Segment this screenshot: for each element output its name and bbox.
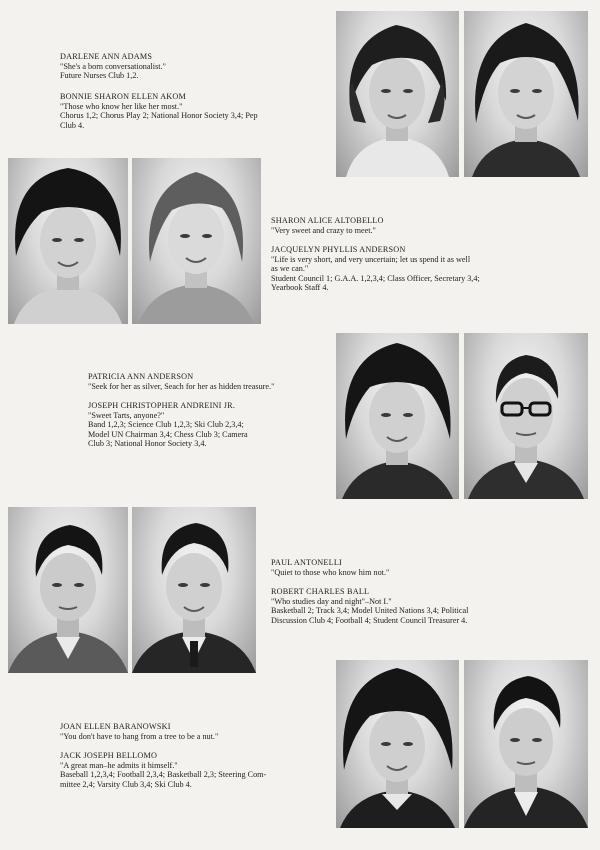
senior-activities-line: Band 1,2,3; Science Club 1,2,3; Ski Club 2,3,4; [88, 420, 244, 430]
senior-activities-line: Student Council 1; G.A.A. 1,2,3,4; Class Officer, Secretary 3,4; [271, 273, 480, 283]
senior-activities-line: Model UN Chairman 3,4; Chess Club 3; Camera [88, 429, 248, 439]
senior-name: BONNIE SHARON ELLEN AKOM [60, 92, 187, 101]
senior-name: JACK JOSEPH BELLOMO [60, 751, 158, 760]
senior-activities-line: Yearbook Staff 4. [271, 283, 329, 293]
portrait-photo-bonnie-akom [464, 11, 588, 177]
portrait-photo-paul-antonelli [8, 507, 128, 673]
portrait-photo-joseph-andreini [464, 333, 588, 499]
senior-entry-patricia-anderson [88, 372, 333, 391]
senior-quote: "Quiet to those who know him not." [271, 567, 390, 577]
senior-activities: Future Nurses Club 1,2. [60, 71, 139, 81]
senior-activities-line: Basketball 2; Track 3,4; Model United Nations 3,4; Political [271, 606, 469, 616]
senior-entry-joseph-andreini [88, 401, 333, 449]
portrait-photo-joan-baranowski [336, 660, 459, 828]
senior-name: JACQUELYN PHYLLIS ANDERSON [271, 245, 406, 254]
portrait-photo-jack-bellomo [464, 660, 588, 828]
senior-quote-line: as we can." [271, 264, 309, 274]
senior-activities-line: mittee 2,4; Varsity Club 3,4; Ski Club 4. [60, 779, 192, 789]
senior-entry-bonnie-akom [60, 92, 330, 130]
senior-activities-line: Baseball 1,2,3,4; Football 2,3,4; Basketball 2,3; Steering Com- [60, 770, 267, 780]
portrait-photo-patricia-anderson [336, 333, 459, 499]
senior-name: SHARON ALICE ALTOBELLO [271, 216, 384, 225]
senior-quote: "Seek for her as silver, Seach for her as hidden treasure." [88, 381, 275, 391]
portrait-photo-sharon-altobello [8, 158, 128, 324]
senior-name: PATRICIA ANN ANDERSON [88, 372, 194, 381]
senior-activities-line: Club 4. [60, 120, 85, 130]
senior-quote: "Very sweet and crazy to meet." [271, 225, 376, 235]
senior-activities-line: Discussion Club 4; Football 4; Student Council Treasurer 4. [271, 615, 468, 625]
senior-entry-robert-ball [271, 587, 596, 625]
senior-entry-jack-bellomo [60, 751, 332, 789]
senior-quote: "Those who know her like her most." [60, 101, 183, 111]
senior-name: JOAN ELLEN BARANOWSKI [60, 722, 171, 731]
senior-entry-darlene-adams [60, 52, 330, 81]
senior-entry-joan-baranowski [60, 722, 332, 741]
senior-quote: "She's a born conversationalist." [60, 61, 166, 71]
senior-activities-line: Club 3; National Honor Society 3,4. [88, 439, 207, 449]
portrait-photo-darlene-adams [336, 11, 459, 177]
senior-quote: "A great man–he admits it himself." [60, 760, 178, 770]
senior-name: DARLENE ANN ADAMS [60, 52, 153, 61]
senior-quote: "Sweet Tarts, anyone?" [88, 410, 165, 420]
senior-activities-line: Chorus 1,2; Chorus Play 2; National Honor Society 3,4; Pep [60, 111, 258, 121]
senior-entry-jacquelyn-anderson [271, 245, 596, 293]
senior-quote: "You don't have to hang from a tree to be a nut." [60, 731, 219, 741]
senior-entry-paul-antonelli [271, 558, 596, 577]
senior-name: ROBERT CHARLES BALL [271, 587, 370, 596]
senior-entry-sharon-altobello [271, 216, 596, 235]
portrait-photo-jacquelyn-anderson [132, 158, 261, 324]
senior-name: PAUL ANTONELLI [271, 558, 342, 567]
portrait-photo-robert-ball [132, 507, 256, 673]
senior-quote: "Who studies day and night"–Not I." [271, 596, 392, 606]
senior-quote-line: "Life is very short, and very uncertain; let us spend it as well [271, 254, 471, 264]
senior-name: JOSEPH CHRISTOPHER ANDREINI JR. [88, 401, 236, 410]
